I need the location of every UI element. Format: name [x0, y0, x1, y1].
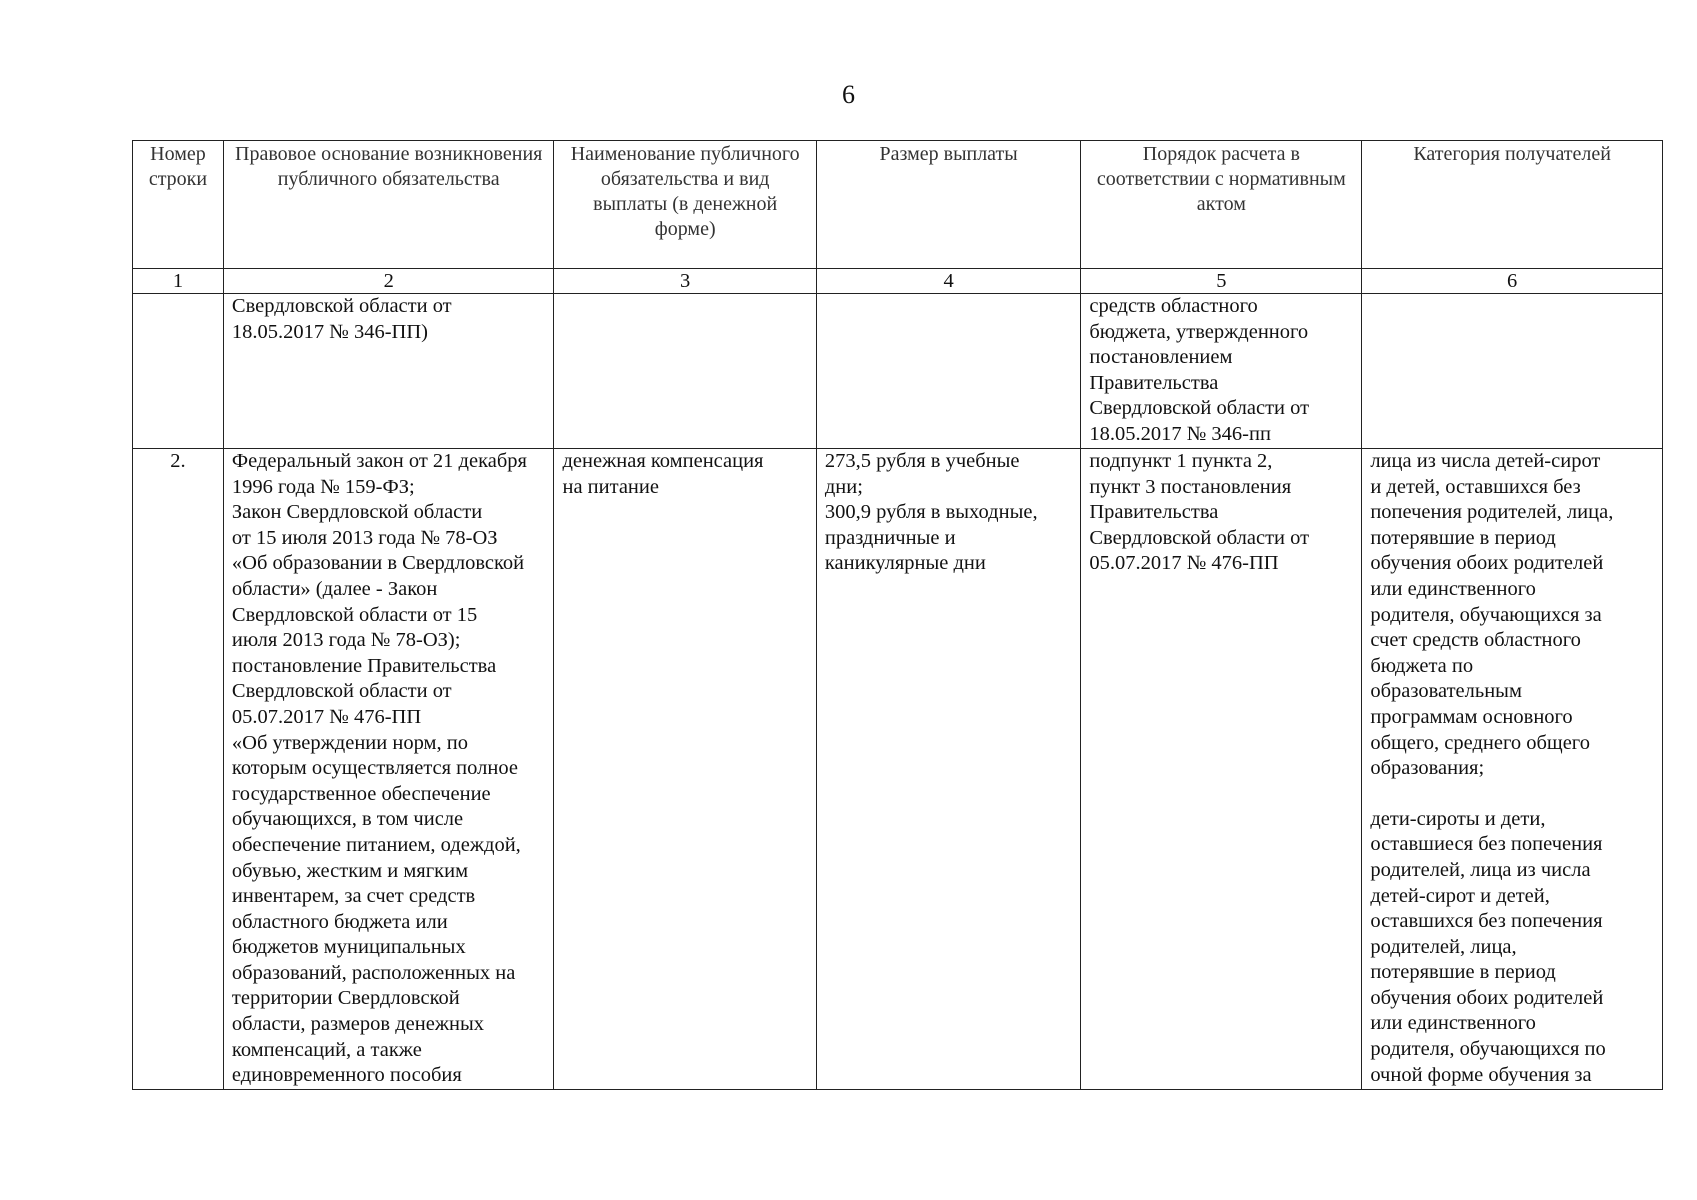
cell-payment-name: денежная компенсация на питание	[554, 449, 816, 1090]
cell-recipients	[1362, 294, 1663, 449]
header-payment-size: Размер выплаты	[816, 141, 1080, 269]
cell-legal-basis: Свердловской области от 18.05.2017 № 346-ПП)	[223, 294, 554, 449]
column-number-row	[133, 269, 1663, 294]
payments-table	[132, 140, 1663, 1090]
cell-legal-basis: Федеральный закон от 21 декабря 1996 года № 159-ФЗ; Закон Свердловской области от 15 июля 2013 года № 78-ОЗ «Об образовании в Свердловской области» (далее - Закон Свердловской области от 15 июля 2013 года № 78-ОЗ); постановление Правительства Свердловской области от 05.07.2017 № 476-ПП «Об утверждении норм, по которым осуществляется полное государственное обеспечение обучающихся, в том числе обеспечение питанием, одеждой, обувью, жестким и мягким инвентарем, за счет средств областного бюджета или бюджетов муниципальных образований, расположенных на территории Свердловской области, размеров денежных компенсаций, а также единовременного пособия	[223, 449, 554, 1090]
column-number: 5	[1081, 269, 1362, 294]
cell-payment-name	[554, 294, 816, 449]
cell-calc-order: подпункт 1 пункта 2, пункт 3 постановления Правительства Свердловской области от 05.07.2017 № 476-ПП	[1081, 449, 1362, 1090]
cell-recipients	[1362, 449, 1663, 1090]
column-number: 4	[816, 269, 1080, 294]
recipients-group-2: дети-сироты и дети, оставшиеся без попечения родителей, лица из числа детей-сирот и детей, оставшихся без попечения родителей, лица, потерявшие в период обучения обоих родителей или единственного родителя, обучающихся по очной форме обучения за	[1370, 807, 1606, 1086]
header-calc-order: Порядок расчета в соответствии с нормативным актом	[1081, 141, 1362, 269]
column-number: 2	[223, 269, 554, 294]
column-number: 3	[554, 269, 816, 294]
table-header-row	[133, 141, 1663, 269]
column-number: 1	[133, 269, 224, 294]
cell-payment-size: 273,5 рубля в учебные дни; 300,9 рубля в выходные, праздничные и каникулярные дни	[816, 449, 1080, 1090]
cell-row-number	[133, 294, 224, 449]
table-row	[133, 449, 1663, 1090]
cell-payment-size	[816, 294, 1080, 449]
header-payment-name: Наименование публичного обязательства и вид выплаты (в денежной форме)	[554, 141, 816, 269]
header-row-number: Номер строки	[133, 141, 224, 269]
column-number: 6	[1362, 269, 1663, 294]
recipients-group-1: лица из числа детей-сирот и детей, оставшихся без попечения родителей, лица, потерявшие в период обучения обоих родителей или единственного родителя, обучающихся за счет средств областного бюджета по образовательным программам основного общего, среднего общего образования;	[1370, 450, 1614, 780]
header-recipients: Категория получателей	[1362, 141, 1663, 269]
page-number: 6	[842, 80, 855, 109]
cell-calc-order: средств областного бюджета, утвержденного постановлением Правительства Свердловской области от 18.05.2017 № 346-пп	[1081, 294, 1362, 449]
table-row	[133, 294, 1663, 449]
header-legal-basis: Правовое основание возникновения публичного обязательства	[223, 141, 554, 269]
cell-row-number: 2.	[133, 449, 224, 1090]
paragraph-gap	[1370, 782, 1654, 807]
